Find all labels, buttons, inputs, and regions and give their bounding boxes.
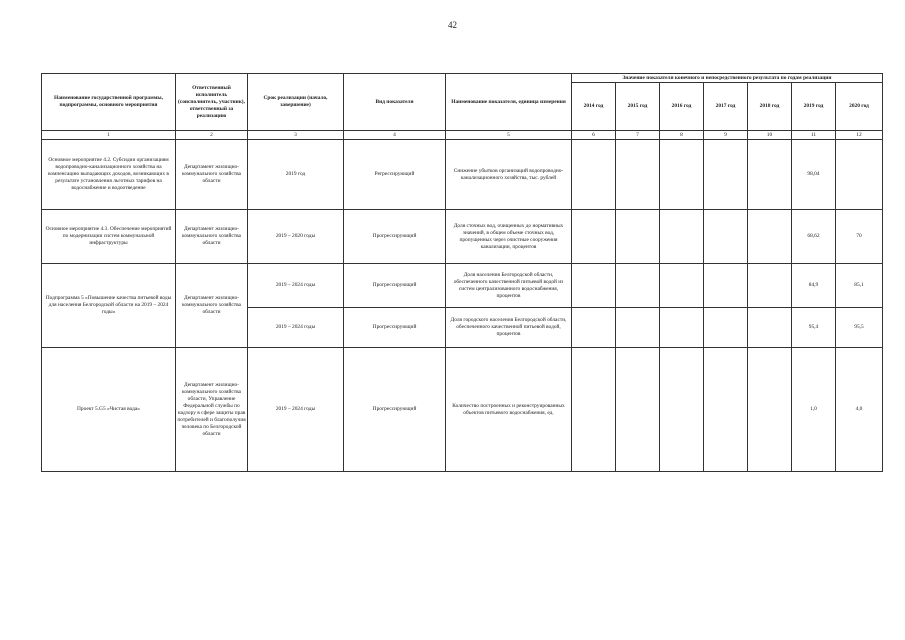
value-cell xyxy=(616,264,660,308)
value-2020: 95,5 xyxy=(836,308,883,348)
header-year: 2017 год xyxy=(704,83,748,131)
column-number: 5 xyxy=(446,131,572,140)
header-responsible: Ответственный исполнитель (соисполнитель, участник), ответственный за реализацию xyxy=(176,74,248,131)
row-name: Основное мероприятие 4.2. Субсидии организациям водопроводно-канализационного хозяйства на компенсацию выпадающих доходов, возникающих в результате установления льготных тарифов на водоснабжение и водоотведение xyxy=(42,140,176,210)
value-cell xyxy=(748,140,792,210)
value-cell xyxy=(572,140,616,210)
table-row xyxy=(42,264,883,308)
value-cell xyxy=(572,210,616,264)
value-cell xyxy=(704,308,748,348)
column-number: 7 xyxy=(616,131,660,140)
value-cell xyxy=(616,348,660,472)
value-cell xyxy=(616,140,660,210)
value-2019: 84,9 xyxy=(792,264,836,308)
column-number: 12 xyxy=(836,131,883,140)
row-responsible: Департамент жилищно-коммунального хозяйства области, Управление Федеральной службы по надзору в сфере защиты прав потребителей и благополучия человека по Белгородской области xyxy=(176,348,248,472)
column-number: 11 xyxy=(792,131,836,140)
value-cell xyxy=(660,308,704,348)
row-name: Основное мероприятие 4.3. Обеспечение мероприятий по модернизации систем коммунальной инфраструктуры xyxy=(42,210,176,264)
value-cell xyxy=(704,140,748,210)
header-period: Срок реализации (начало, завершение) xyxy=(248,74,344,131)
row-name: Подпрограмма 5 «Повышение качества питьевой воды для населения Белгородской области на 2019 – 2024 годы» xyxy=(42,264,176,348)
column-number: 3 xyxy=(248,131,344,140)
value-cell xyxy=(616,210,660,264)
value-cell xyxy=(704,264,748,308)
value-cell xyxy=(748,210,792,264)
row-type: Прогрессирующий xyxy=(344,348,446,472)
row-indicator: Доля городского населения Белгородской области, обеспеченного качественной питьевой водой, процентов xyxy=(446,308,572,348)
value-cell xyxy=(572,308,616,348)
value-2019: 1,0 xyxy=(792,348,836,472)
value-cell xyxy=(660,210,704,264)
row-name: Проект 5.G5 «Чистая вода» xyxy=(42,348,176,472)
row-responsible: Департамент жилищно-коммунального хозяйства области xyxy=(176,264,248,348)
table-row xyxy=(42,140,883,210)
row-type: Прогрессирующий xyxy=(344,308,446,348)
column-number: 1 xyxy=(42,131,176,140)
value-cell xyxy=(572,264,616,308)
value-2019: 98,04 xyxy=(792,140,836,210)
value-cell xyxy=(660,140,704,210)
page-number: 42 xyxy=(448,20,457,30)
row-period: 2019 – 2024 годы xyxy=(248,308,344,348)
value-cell xyxy=(704,210,748,264)
row-indicator: Количество построенных и реконструированных объектов питьевого водоснабжения, ед. xyxy=(446,348,572,472)
row-type: Прогрессирующий xyxy=(344,210,446,264)
value-cell xyxy=(748,308,792,348)
column-number: 2 xyxy=(176,131,248,140)
value-cell xyxy=(748,264,792,308)
row-indicator: Снижение убытков организаций водопроводно-канализационного хозяйства, тыс. рублей xyxy=(446,140,572,210)
header-year: 2020 год xyxy=(836,83,883,131)
header-indicator-type: Вид показателя xyxy=(344,74,446,131)
value-2019: 68,62 xyxy=(792,210,836,264)
column-number: 4 xyxy=(344,131,446,140)
value-cell xyxy=(660,264,704,308)
value-2020 xyxy=(836,140,883,210)
header-year: 2019 год xyxy=(792,83,836,131)
column-number: 9 xyxy=(704,131,748,140)
row-period: 2019 – 2020 годы xyxy=(248,210,344,264)
value-cell xyxy=(616,308,660,348)
value-cell xyxy=(660,348,704,472)
value-cell xyxy=(572,348,616,472)
column-number: 10 xyxy=(748,131,792,140)
header-group-values: Значение показателя конечного и непосредственного результата по годам реализации xyxy=(572,74,883,83)
value-2020: 4,0 xyxy=(836,348,883,472)
value-2020: 85,1 xyxy=(836,264,883,308)
column-number: 8 xyxy=(660,131,704,140)
table-row xyxy=(42,348,883,472)
header-indicator-name: Наименование показателя, единица измерения xyxy=(446,74,572,131)
header-name: Наименование государственной программы, подпрограммы, основного мероприятия xyxy=(42,74,176,131)
table-row xyxy=(42,210,883,264)
row-indicator: Доля населения Белгородской области, обеспеченного качественной питьевой водой из систем централизованного водоснабжения, процентов xyxy=(446,264,572,308)
header-year: 2018 год xyxy=(748,83,792,131)
row-period: 2019 – 2024 годы xyxy=(248,264,344,308)
header-year: 2015 год xyxy=(616,83,660,131)
row-indicator: Доля сточных вод, очищенных до нормативных значений, в общем объеме сточных вод, пропущенных через очистные сооружения канализации, процентов xyxy=(446,210,572,264)
indicators-table xyxy=(41,73,883,472)
row-responsible: Департамент жилищно-коммунального хозяйства области xyxy=(176,210,248,264)
header-year: 2016 год xyxy=(660,83,704,131)
column-number: 6 xyxy=(572,131,616,140)
row-period: 2019 – 2024 годы xyxy=(248,348,344,472)
header-year: 2014 год xyxy=(572,83,616,131)
row-period: 2019 год xyxy=(248,140,344,210)
row-type: Регрессирующий xyxy=(344,140,446,210)
value-cell xyxy=(704,348,748,472)
row-responsible: Департамент жилищно-коммунального хозяйства области xyxy=(176,140,248,210)
value-2020: 70 xyxy=(836,210,883,264)
row-type: Прогрессирующий xyxy=(344,264,446,308)
value-2019: 95,4 xyxy=(792,308,836,348)
value-cell xyxy=(748,348,792,472)
